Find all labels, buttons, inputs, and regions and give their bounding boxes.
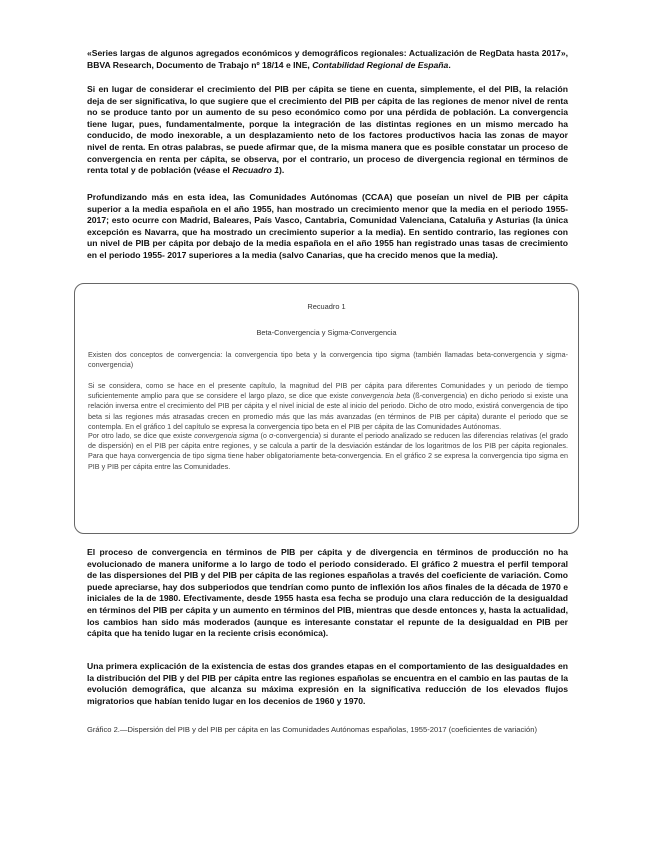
recuadro-subtitle: Beta-Convergencia y Sigma-Convergencia <box>256 328 397 337</box>
recuadro-sigma-text-b: (o σ-convergencia) si durante el periodo analizado se reducen las diferencias relativas (el grado de dispersión) en el PIB per cápita entre regiones, y se calcula a partir de la desviación estándar de los logaritmos de los PIB per cápita regionales. Para que haya convergencia de tipo sigma tiene haber obligatoriamente beta-convergencia. En el gráfico 2 se expresa la convergencia tipo sigma en PIB y PIB per cápita entre las Comunidades. <box>88 431 568 471</box>
recuadro-paragraph-concepts: Existen dos conceptos de convergencia: la convergencia tipo beta y la convergencia tipo sigma (también llamadas beta-convergencia y sigma-convergencia) <box>88 350 568 370</box>
recuadro-sigma-term: convergencia sigma <box>194 431 259 440</box>
recuadro-reference: Recuadro 1 <box>232 165 279 176</box>
paragraph-pib-relation <box>87 84 568 177</box>
recuadro-sigma-text-a: Por otro lado, se dice que existe <box>88 431 192 440</box>
recuadro-title: Recuadro 1 <box>307 302 346 311</box>
figure-caption: Gráfico 2.—Dispersión del PIB y del PIB per cápita en las Comunidades Autónomas españolas, 1955-2017 (coeficientes de variación) <box>87 725 537 734</box>
recuadro-box <box>74 283 579 534</box>
paragraph-ccaa: Profundizando más en esta idea, las Comunidades Autónomas (CCAA) que poseían un nivel de PIB per cápita superior a la media española en el año 1955, han mostrado un crecimiento menor que la media en el periodo 1955-2017; esto ocurre con Madrid, Baleares, País Vasco, Cantabria, Comunidad Valenciana, Cataluña y Asturias (la única excepción es Navarra, que ha mostrado un crecimiento superior a la media). En sentido contrario, las regiones con un nivel de PIB per cápita por debajo de la media española en el año 1955 han registrado unas tasas de crecimiento en el periodo 1955- 2017 superiores a la media (salvo Canarias, que ha crecido menos que la media). <box>87 192 568 260</box>
source-reference <box>87 48 568 71</box>
recuadro-beta-text-a: Si se considera, como se hace en el presente capítulo, la magnitud del PIB per cápita para diferentes Comunidades y un periodo de tiempo suficientemente amplio para que se considere el largo plazo, se dice que existe <box>88 381 568 401</box>
recuadro-paragraph-beta <box>88 381 568 432</box>
recuadro-beta-term: convergencia beta <box>350 391 411 401</box>
recuadro-paragraph-sigma <box>88 431 568 472</box>
paragraph-evolution: El proceso de convergencia en términos de PIB per cápita y de divergencia en términos de producción no ha evolucionado de manera uniforme a lo largo de todo el periodo considerado. El gráfico 2 muestra el perfil temporal de las dispersiones del PIB y del PIB per cápita de las regiones españolas a través del coeficiente de variación. Como puede apreciarse, hay dos subperiodos que tendrían como punto de inflexión los años finales de la década de 1970 e iniciales de la de 1980. Efectivamente, desde 1955 hasta esa fecha se produjo una clara reducción de la desigualdad en términos del PIB per cápita y un aumento en términos del PIB, mientras que desde entonces y, hasta la actualidad, los cambios han sido más moderados (aunque es interesante constatar el repunte de la desigualdad en PIB per cápita que ha tenido lugar en la reciente crisis económica). <box>87 547 568 639</box>
source-reference-end: . <box>448 59 451 70</box>
paragraph-pib-relation-text: Si en lugar de considerar el crecimiento del PIB per cápita se tiene en cuenta, simplemente, el del PIB, la relación deja de ser significativa, lo que sugiere que el crecimiento del PIB per cápita de las regiones de menor nivel de renta no se produce tanto por un aumento de su peso económico como por una pérdida de población. La convergencia tiene lugar, pues, fundamentalmente, porque la integración de las distintas regiones en un mismo mercado ha conducido, de modo inexorable, a un desplazamiento neto de los factores productivos hacia las zonas de mayor nivel de renta. En otras palabras, se puede afirmar que, de la misma manera que es posible constatar un proceso de convergencia en renta per cápita, se observa, por el contrario, un proceso de divergencia regional en términos de renta total y de población (véase el <box>87 84 568 176</box>
source-reference-italic: Contabilidad Regional de España <box>312 59 449 70</box>
recuadro-beta-text-b: (ß-convergencia) en dicho periodo si existe una relación inversa entre el crecimiento del PIB per cápita y el nivel inicial de este al inicio del periodo. Dicho de otro modo, existirá convergencia de tipo beta si las regiones más atrasadas crecen en promedio más que las más avanzadas (en términos de PIB per cápita) durante el periodo que se contempla. En el gráfico 1 del capítulo se expresa la convergencia tipo beta en el PIB per cápita de las Comunidades Autónomas. <box>88 391 569 431</box>
paragraph-explanation: Una primera explicación de la existencia de estas dos grandes etapas en el comportamiento de las desigualdades en la distribución del PIB y del PIB per cápita entre las regiones españolas se encuentra en el cambio en las pautas de la evolución demográfica, que alcanza su máxima expresión en la significativa reducción de los elevados flujos migratorios que habían tenido lugar en los decenios de 1960 y 1970. <box>87 661 568 706</box>
paragraph-pib-relation-end: ). <box>279 165 285 176</box>
source-reference-text: «Series largas de algunos agregados económicos y demográficos regionales: Actualización de RegData hasta 2017», BBVA Research, Documento de Trabajo nº 18/14 e INE, <box>87 48 568 70</box>
